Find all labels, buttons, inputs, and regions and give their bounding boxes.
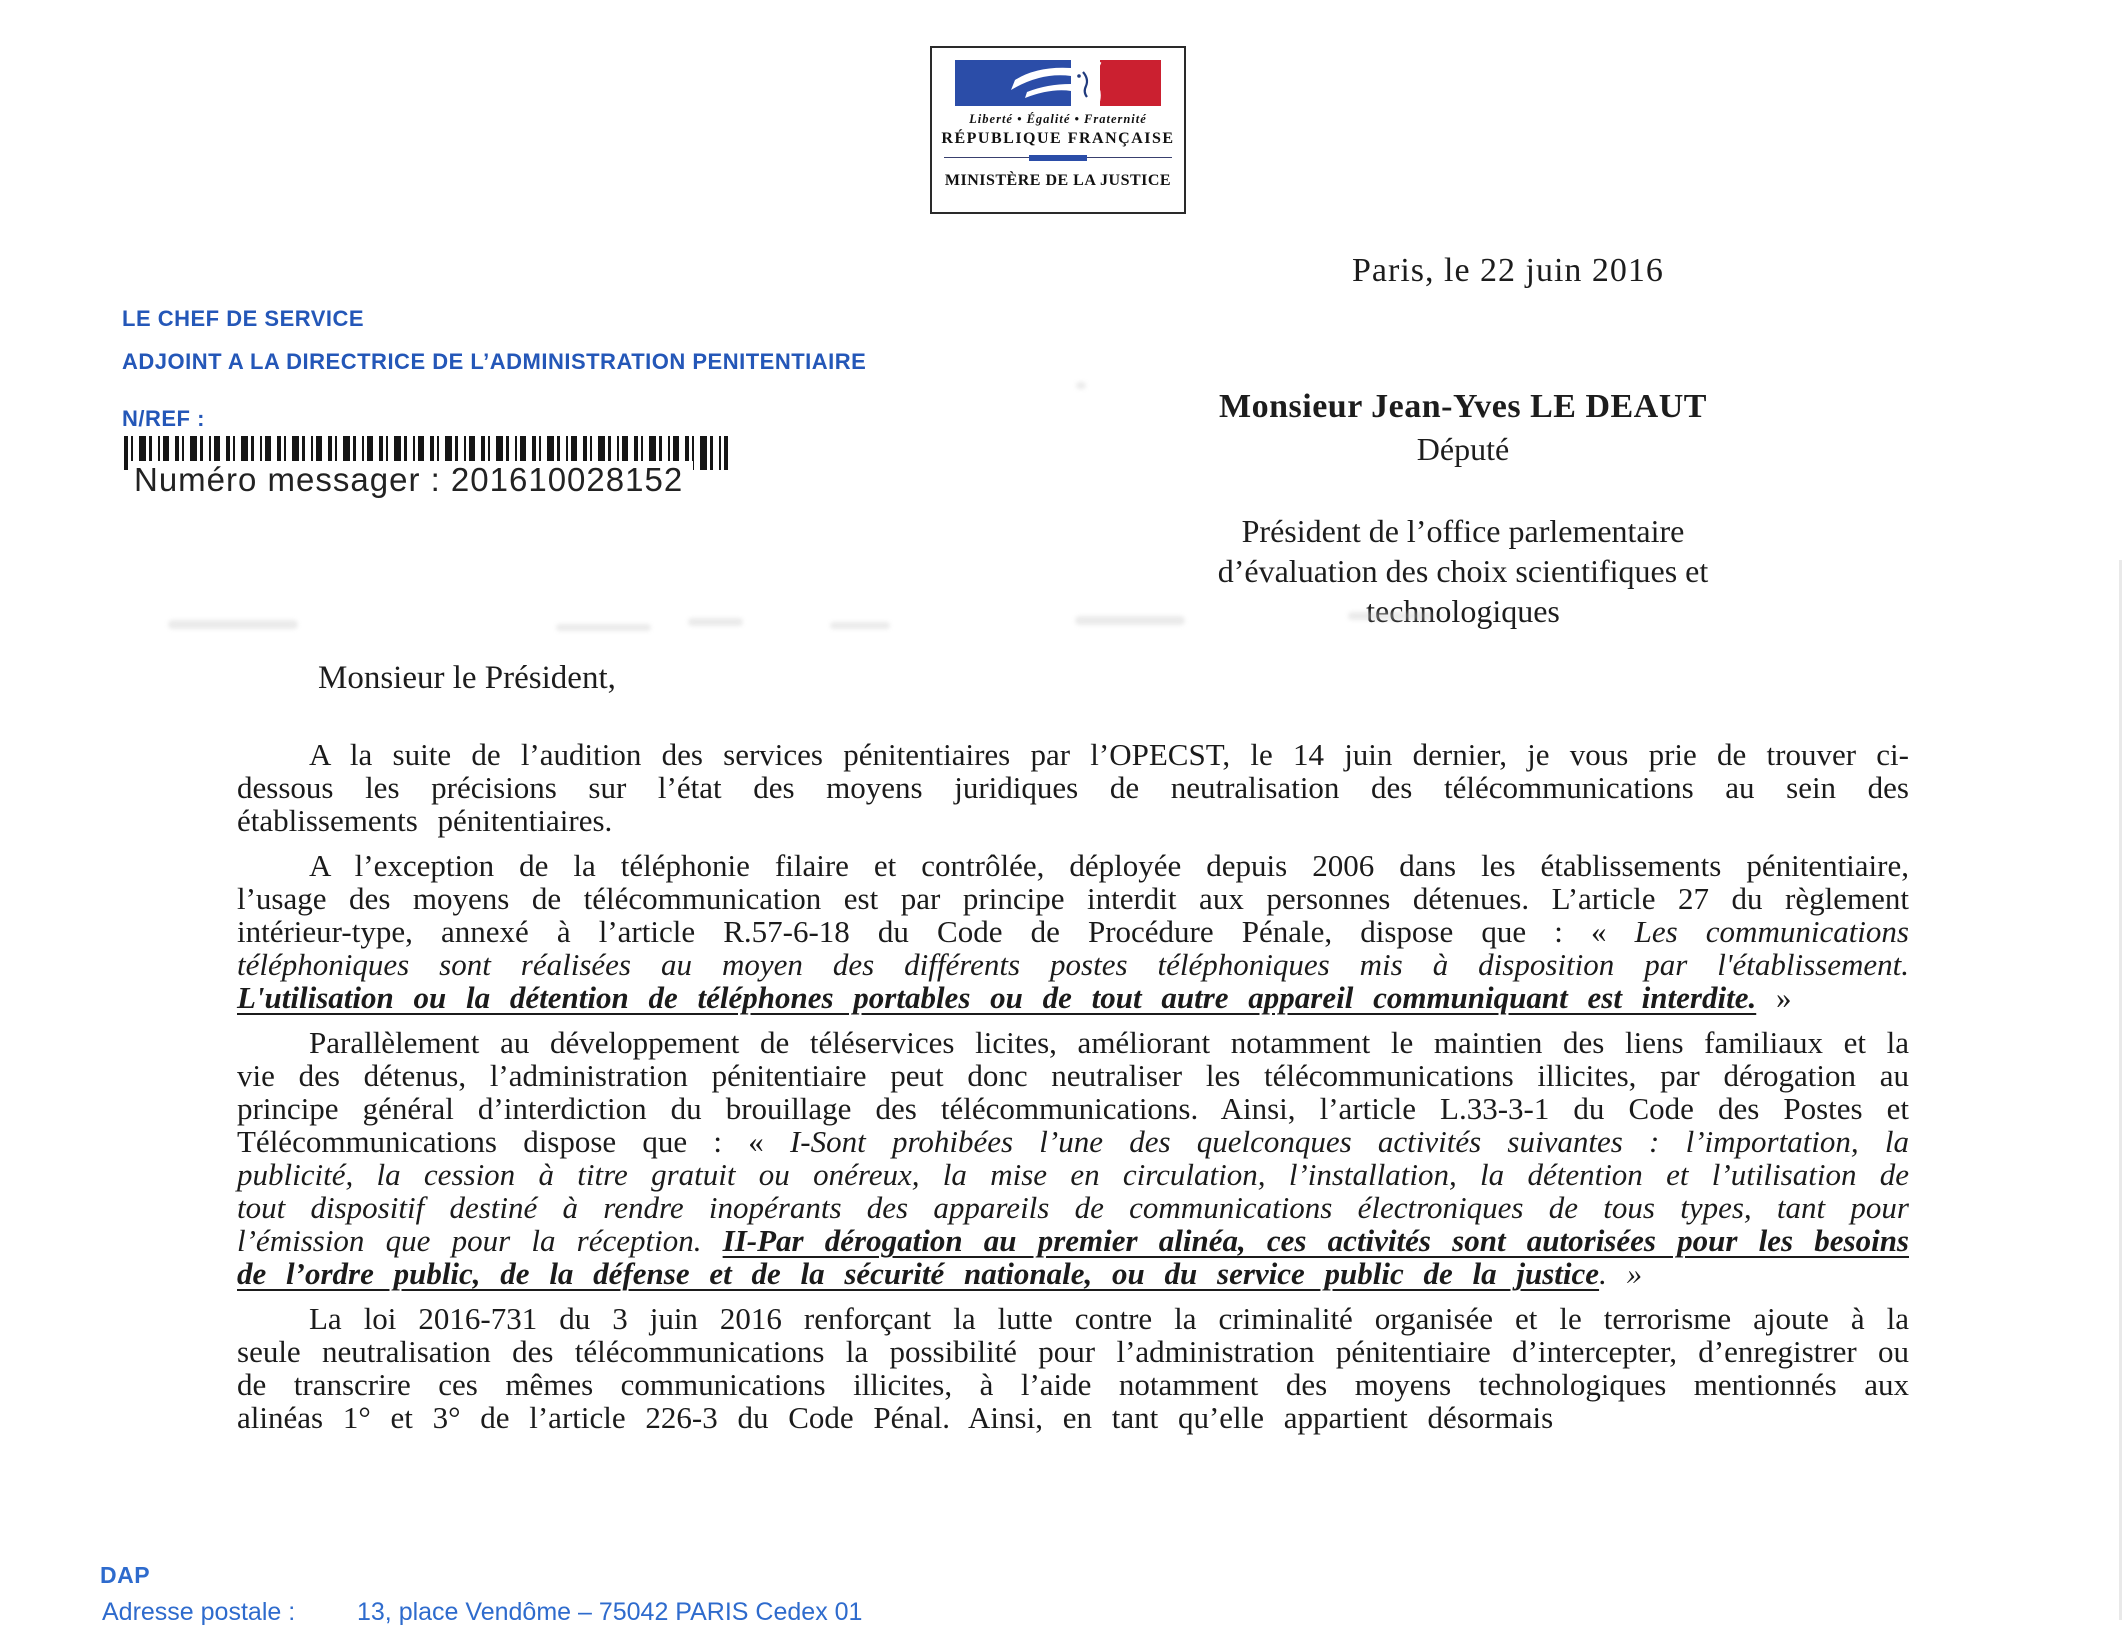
paragraph: Parallèlement au développement de téléservices licites, améliorant notamment le maintien des liens familiaux et la vie des détenus, l’administration pénitentiaire peut donc neutraliser les télécommunications illicites, par dérogation au principe général d’interdiction du brouillage des télécommunications. Ainsi, l’article L.33-3-1 du Code des Postes et Télécommunications dispose que : « I-Sont prohibées l’une des quelconques activités suivantes : l’importation, la publicité, la cession à titre gratuit ou onéreux, la mise en circulation, l’installation, la détention et l’utilisation de tout dispositif destiné à rendre inopérants des appareils de communications électroniques de tous types, tant pour l’émission que pour la réception. II-Par dérogation au premier alinéa, ces activités sont autorisées pour les besoins de l’ordre public, de la défense et de la sécurité nationale, ou du service public de la justice. » (237, 1025, 1909, 1291)
date-line: Paris, le 22 juin 2016 (1352, 252, 1664, 289)
scan-artifact (830, 622, 890, 629)
recipient-title: Député (1416, 431, 1510, 467)
ministry-title: MINISTÈRE DE LA JUSTICE (944, 172, 1172, 189)
scan-artifact (1348, 612, 1433, 620)
sender-title-line1: LE CHEF DE SERVICE (122, 306, 365, 331)
scan-artifact (1075, 616, 1185, 625)
barcode-caption: Numéro messager : 201610028152 (130, 461, 693, 499)
republic-title: RÉPUBLIQUE FRANÇAISE (941, 130, 1175, 147)
recipient-name: Monsieur Jean-Yves LE DEAUT (1219, 388, 1707, 425)
salutation: Monsieur le Président, (318, 660, 616, 696)
scan-artifact (168, 620, 298, 629)
recipient-role-line: Président de l’office parlementaire (1241, 513, 1685, 549)
ministry-logo-box (930, 46, 1186, 214)
paragraph: A la suite de l’audition des services pénitentiaires par l’OPECST, le 14 juin dernier, je vous prie de trouver ci-dessous les précisions sur l’état des moyens juridiques de neutralisation des télécommunications au sein des établissements pénitentiaires. (237, 737, 1909, 838)
recipient-role (1180, 511, 1746, 631)
letter-body (237, 738, 1909, 1446)
scan-artifact (556, 624, 651, 631)
scan-artifact (2119, 560, 2122, 1620)
paragraph: La loi 2016-731 du 3 juin 2016 renforçant la lutte contre la criminalité organisée et le terrorisme ajoute à la seule neutralisation des télécommunications la possibilité pour l’administration pénitentiaire d’intercepter, d’enregistrer ou de transcrire ces mêmes communications illicites, à l’aide notamment des moyens technologiques mentionnés aux alinéas 1° et 3° de l’article 226-3 du Code Pénal. Ainsi, en tant qu’elle appartient désormais (237, 1301, 1909, 1435)
sender-block (122, 306, 866, 432)
recipient-block (1180, 388, 1746, 631)
reference-label: N/REF : (122, 406, 205, 431)
paragraph: A l’exception de la téléphonie filaire et contrôlée, déployée depuis 2006 dans les établissements pénitentiaire, l’usage des moyens de télécommunication est par principe interdit aux personnes détenues. L’article 27 du règlement intérieur-type, annexé à l’article R.57-6-18 du Code de Procédure Pénale, dispose que : « Les communications téléphoniques sont réalisées au moyen des différents postes téléphoniques mis à disposition par l'établissement. L'utilisation ou la détention de téléphones portables ou de tout autre appareil communiquant est interdite. » (237, 848, 1909, 1015)
scan-artifact (688, 618, 743, 626)
scan-artifact (1076, 382, 1086, 389)
footer-address-value: 13, place Vendôme – 75042 PARIS Cedex 01 (357, 1598, 863, 1626)
barcode-block (124, 436, 728, 499)
footer-department: DAP (100, 1562, 151, 1588)
recipient-role-line: technologiques (1366, 593, 1560, 629)
footer-address (102, 1598, 862, 1626)
motto-text: Liberté • Égalité • Fraternité (969, 112, 1147, 126)
french-republic-flag-icon (955, 60, 1161, 106)
sender-title-line2: ADJOINT A LA DIRECTRICE DE L’ADMINISTRATION PENITENTIAIRE (122, 349, 867, 374)
letterhead-divider (944, 155, 1172, 161)
footer-address-label: Adresse postale : (102, 1598, 296, 1626)
recipient-role-line: d’évaluation des choix scientifiques et (1217, 553, 1709, 589)
